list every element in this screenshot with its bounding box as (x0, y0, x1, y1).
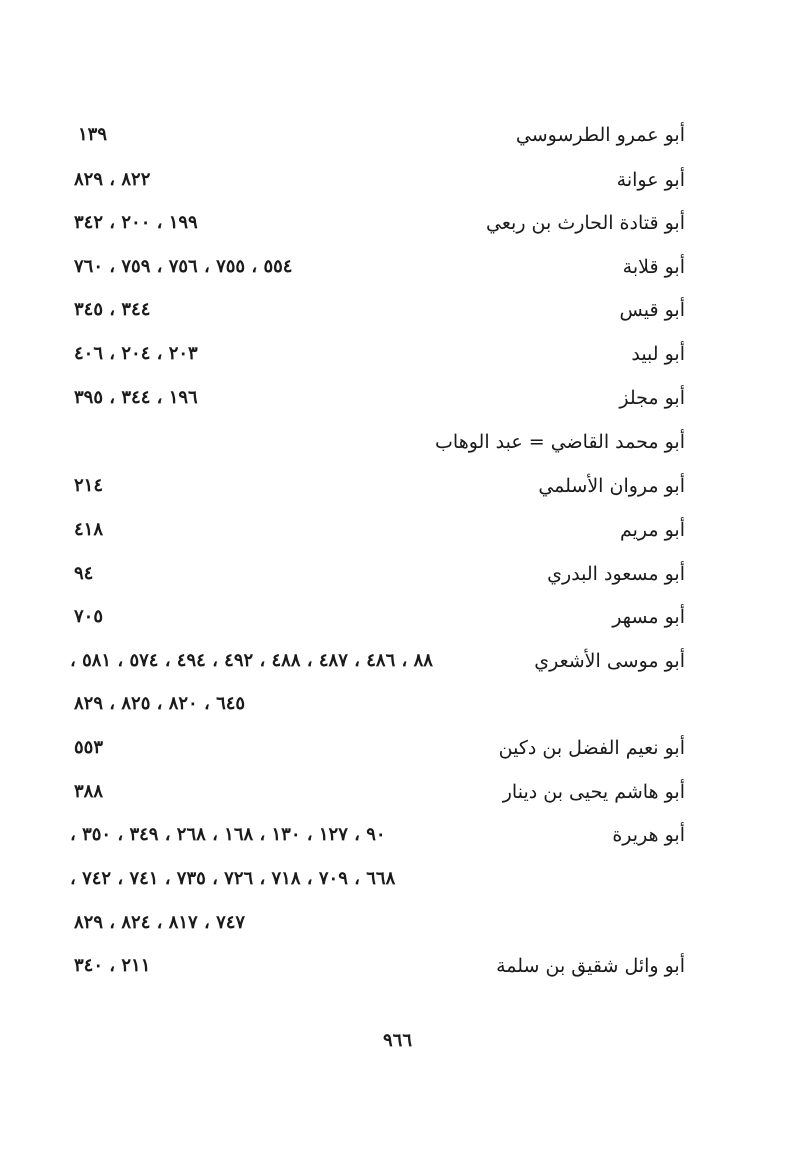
entry-pages: ٣٨٨ (74, 781, 104, 802)
entry-pages: ٩٤ (74, 563, 94, 584)
entry-name: أبو نعيم الفضل بن دكين (498, 737, 685, 759)
index-crossref (70, 422, 685, 462)
entry-name: أبو عمرو الطرسوسي (515, 124, 685, 146)
entry-name: أبو مريم (619, 519, 685, 541)
index-entry (70, 160, 685, 200)
entry-pages: ٩٠ ، ١٢٧ ، ١٣٠ ، ١٦٨ ، ٢٦٨ ، ٣٤٩ ، ٣٥٠ ، (70, 824, 386, 845)
index-entry (70, 334, 685, 374)
entry-pages: ٥٥٤ ، ٧٥٥ ، ٧٥٦ ، ٧٥٩ ، ٧٦٠ (74, 256, 293, 277)
entry-pages: ٨٢٢ ، ٨٢٩ (74, 169, 151, 190)
index-entry (70, 946, 685, 986)
index-entry (70, 203, 685, 243)
index-entry (70, 597, 685, 637)
entry-name: أبو مسعود البدري (547, 563, 685, 585)
page-number: ٩٦٦ (382, 1030, 412, 1051)
entry-name: أبو قتادة الحارث بن ربعي (486, 212, 685, 234)
entry-name: أبو لبيد (631, 343, 685, 365)
index-entry (70, 815, 685, 855)
index-continuation (70, 684, 685, 724)
index-entry (70, 115, 685, 155)
entry-name: أبو قيس (619, 299, 685, 321)
index-entry (70, 247, 685, 287)
continuation-pages: ٦٤٥ ، ٨٢٠ ، ٨٢٥ ، ٨٢٩ (74, 693, 246, 714)
entry-pages: ٥٥٣ (74, 737, 104, 758)
entry-name: أبو مسهر (612, 606, 685, 628)
index-continuation (70, 903, 685, 943)
entry-pages: ١٩٦ ، ٣٤٤ ، ٣٩٥ (74, 387, 198, 408)
entry-name: أبو هاشم يحيى بن دينار (502, 781, 685, 803)
continuation-pages: ٧٤٧ ، ٨١٧ ، ٨٢٤ ، ٨٢٩ (74, 912, 246, 933)
entry-pages: ٢٠٣ ، ٢٠٤ ، ٤٠٦ (74, 343, 198, 364)
entry-pages: ٤١٨ (74, 519, 104, 540)
index-entry (70, 772, 685, 812)
index-continuation (70, 859, 685, 899)
index-entry (70, 641, 685, 681)
entry-name: أبو قلابة (622, 256, 685, 278)
entry-name: أبو موسى الأشعري (534, 650, 685, 672)
entry-pages: ١٩٩ ، ٢٠٠ ، ٣٤٢ (74, 212, 198, 233)
entry-name: أبو هريرة (612, 824, 685, 846)
index-entry (70, 728, 685, 768)
entry-pages: ٨٨ ، ٤٨٦ ، ٤٨٧ ، ٤٨٨ ، ٤٩٢ ، ٤٩٤ ، ٥٧٤ ، ٥٨١ ، (70, 650, 433, 671)
index-entry (70, 554, 685, 594)
continuation-pages: ٦٦٨ ، ٧٠٩ ، ٧١٨ ، ٧٢٦ ، ٧٣٥ ، ٧٤١ ، ٧٤٢ ، (70, 868, 396, 889)
entry-pages: ٧٠٥ (74, 606, 104, 627)
entry-name: أبو عوانة (616, 169, 685, 191)
entry-pages: ٣٤٤ ، ٣٤٥ (74, 299, 151, 320)
index-entry (70, 290, 685, 330)
entry-pages: ١٣٩ (78, 124, 108, 145)
entry-pages: ٢١٤ (74, 475, 104, 496)
index-entry (70, 378, 685, 418)
index-entry (70, 466, 685, 506)
entry-name: أبو وائل شقيق بن سلمة (496, 955, 685, 977)
entry-pages: ٢١١ ، ٣٤٠ (74, 955, 151, 976)
entry-name: أبو مروان الأسلمي (538, 475, 685, 497)
entry-name: أبو مجلز (619, 387, 685, 409)
index-entry (70, 510, 685, 550)
crossref-text: أبو محمد القاضي = عبد الوهاب (435, 431, 685, 453)
